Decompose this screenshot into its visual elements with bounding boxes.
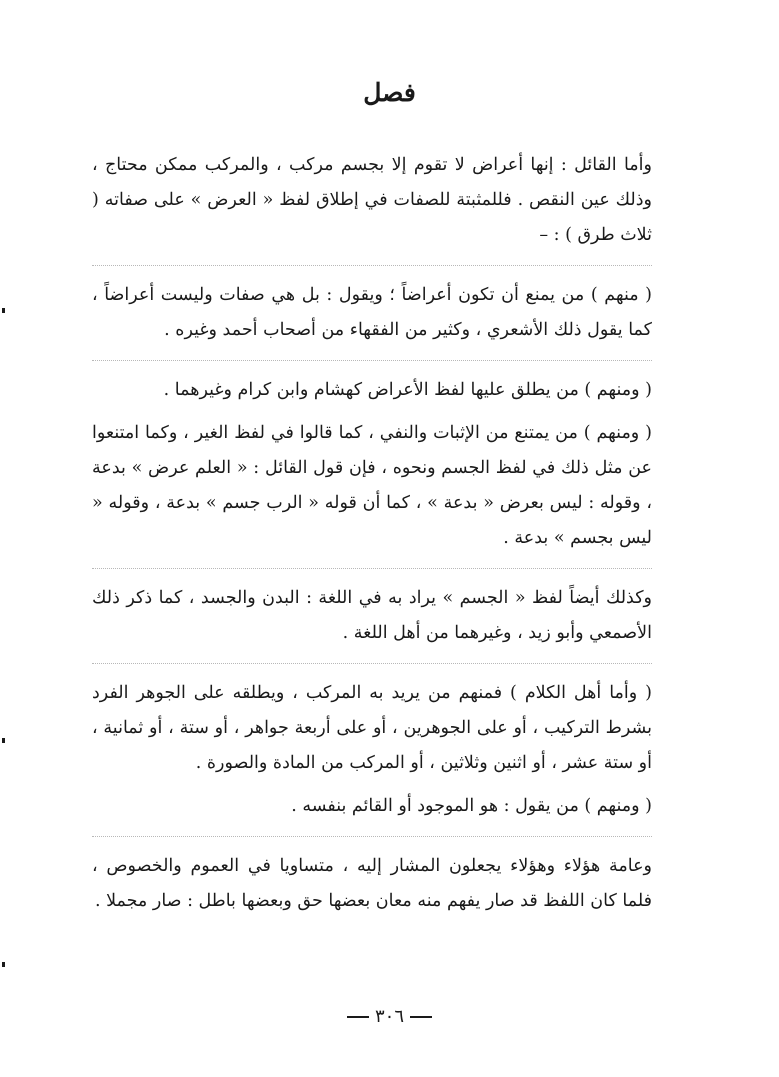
paragraph-divider <box>92 663 652 664</box>
paragraph-1: وأما القائل : إنها أعراض لا تقوم إلا بجسم مركب ، والمركب ممكن محتاج ، وذلك عين النقص . فللمثبتة للصفات في إطلاق لفظ « العرض » على صفاته ( ثلاث طرق ) : – <box>92 155 652 245</box>
paragraph-divider <box>92 568 652 569</box>
paragraph-divider <box>92 265 652 266</box>
scan-speck <box>2 962 5 967</box>
paragraph-4: ( ومنهم ) من يمتنع من الإثبات والنفي ، كما قالوا في لفظ الغير ، وكما امتنعوا عن مثل ذلك في لفظ الجسم ونحوه ، فإن قول القائل : « العلم عرض » بدعة ، وقوله : ليس بعرض « بدعة » ، كما أن قوله « الرب جسم » بدعة ، وقوله « ليس بجسم » بدعة . <box>92 423 652 548</box>
paragraph-3: ( ومنهم ) من يطلق عليها لفظ الأعراض كهشام وابن كرام وغيرهما . <box>163 380 652 400</box>
scan-speck <box>2 308 5 313</box>
paragraph-5: وكذلك أيضاً لفظ « الجسم » يراد به في اللغة : البدن والجسد ، كما ذكر ذلك الأصمعي وأبو زيد ، وغيرهما من أهل اللغة . <box>92 588 652 643</box>
paragraph-8: وعامة هؤلاء وهؤلاء يجعلون المشار إليه ، متساويا في العموم والخصوص ، فلما كان اللفظ قد صار يفهم منه معان بعضها حق وبعضها باطل : صار مجملا . <box>92 856 652 911</box>
paragraph-6: ( وأما أهل الكلام ) فمنهم من يريد به المركب ، ويطلقه على الجوهر الفرد بشرط التركيب ، أو على الجوهرين ، أو على أربعة جواهر ، أو ستة ، أو ثمانية ، أو ستة عشر ، أو اثنين وثلاثين ، أو المركب من المادة والصورة . <box>92 683 652 773</box>
page-footer <box>0 1006 779 1027</box>
scan-speck <box>2 738 5 743</box>
paragraph-2: ( منهم ) من يمنع أن تكون أعراضاً ؛ ويقول : بل هي صفات وليست أعراضاً ، كما يقول ذلك الأشعري ، وكثير من الفقهاء من أصحاب أحمد وغيره . <box>92 285 652 340</box>
paragraph-divider <box>92 360 652 361</box>
dash-left <box>410 1016 432 1018</box>
dash-right <box>347 1016 369 1018</box>
page-number: ٣٠٦ <box>374 1006 404 1027</box>
body-text <box>92 148 652 931</box>
paragraph-divider <box>92 836 652 837</box>
section-title: فصل <box>363 78 416 107</box>
paragraph-7: ( ومنهم ) من يقول : هو الموجود أو القائم بنفسه . <box>291 796 652 816</box>
